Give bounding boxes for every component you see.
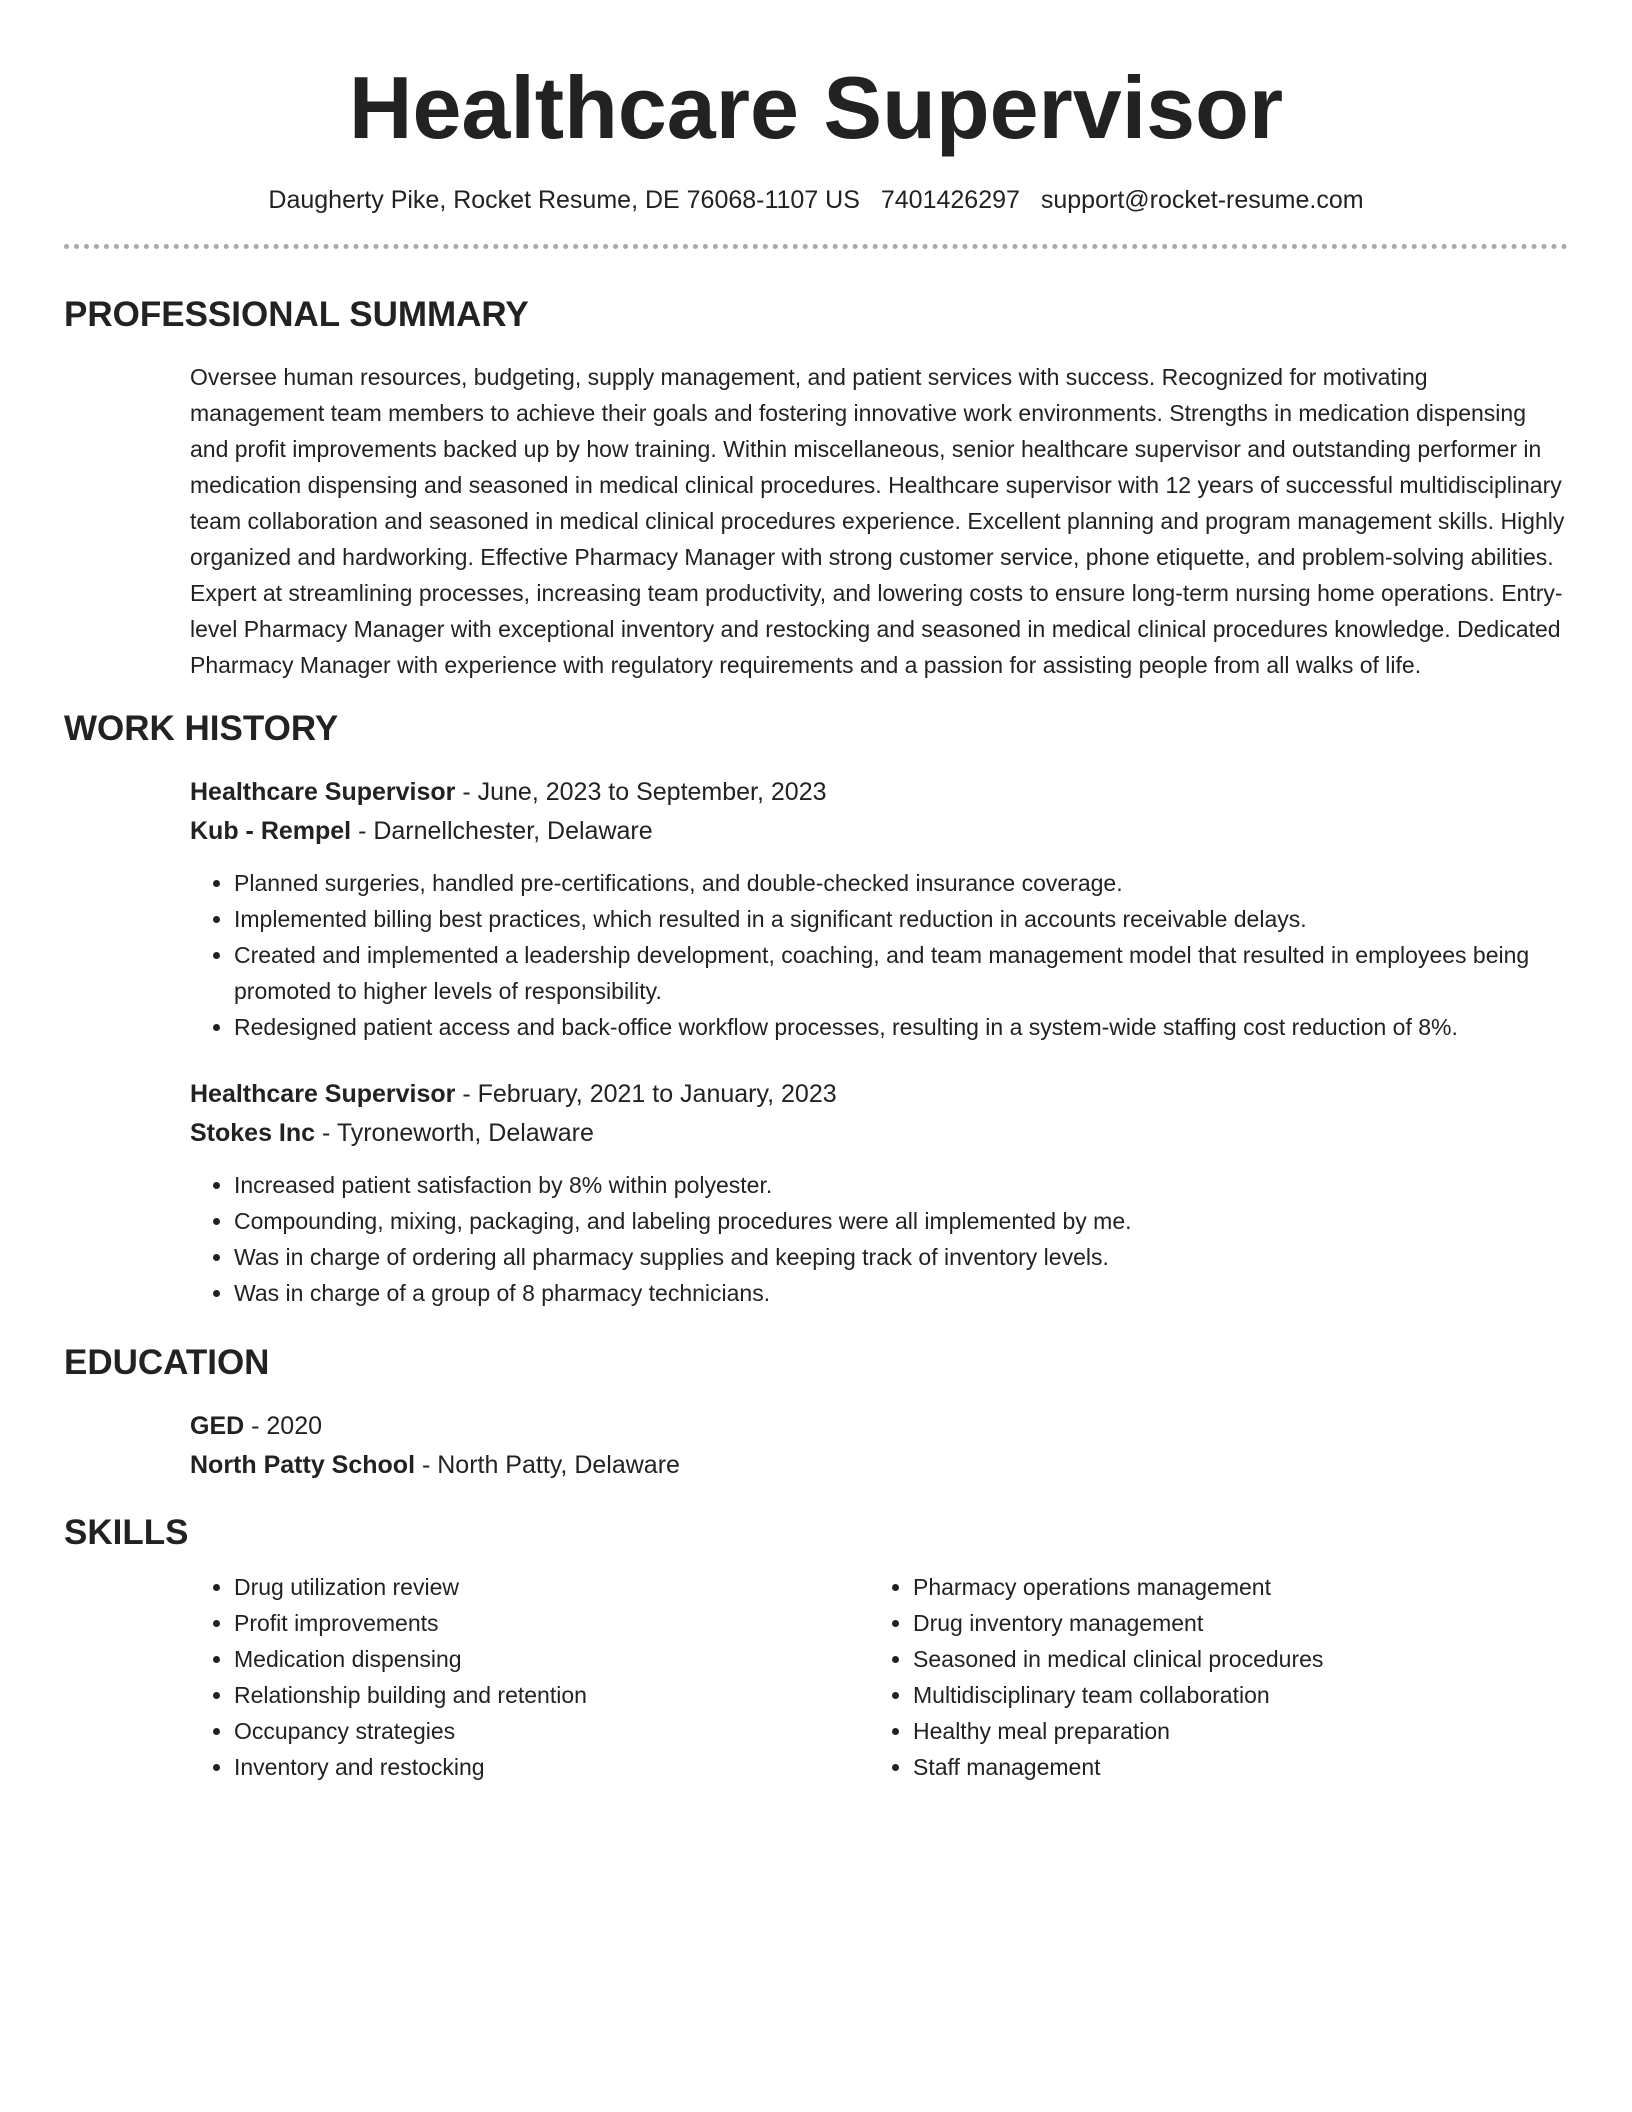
job-entry [190,773,1568,1045]
contact-email: support@rocket-resume.com [1040,186,1364,214]
education-section [64,1341,1568,1485]
education-school-line [190,1446,1568,1485]
job-company-line [190,812,1568,851]
contact-info [64,184,1568,216]
skill-item: • Medication dispensing [234,1641,869,1677]
section-title-work: WORK HISTORY [64,709,339,748]
job-bullet: • Redesigned patient access and back-office workflow processes, resulting in a system-wide staffing cost reduction of 8%. [234,1009,1568,1045]
job-role: Healthcare Supervisor [190,1080,456,1108]
skill-item: • Seasoned in medical clinical procedures [913,1641,1548,1677]
skill-item: • Profit improvements [234,1605,869,1641]
skills-grid [190,1569,1568,1785]
skill-item: • Relationship building and retention [234,1677,869,1713]
candidate-name: Healthcare Supervisor [348,58,1284,157]
skill-item: • Inventory and restocking [234,1749,869,1785]
skill-item: • Healthy meal preparation [913,1713,1548,1749]
skills-column-right [869,1569,1548,1785]
education-entry [190,1407,1568,1485]
job-bullet: • Created and implemented a leadership development, coaching, and team management model that resulted in employees being promoted to higher levels of responsibility. [234,937,1568,1009]
job-dates: - February, 2021 to January, 2023 [455,1080,837,1108]
job-location: - Darnellchester, Delaware [351,817,653,845]
work-history-section [64,707,1568,1311]
skills-section [64,1511,1568,1785]
skill-item: • Pharmacy operations management [913,1569,1548,1605]
section-title-summary: PROFESSIONAL SUMMARY [64,295,529,334]
contact-phone: 7401426297 [880,186,1020,214]
job-company: Kub - Rempel [190,817,352,845]
education-location: - North Patty, Delaware [415,1451,680,1479]
professional-summary-section [64,293,1568,683]
job-bullets [190,1167,1568,1311]
education-school: North Patty School [190,1451,416,1479]
skill-item: • Multidisciplinary team collaboration [913,1677,1548,1713]
skill-item: • Drug inventory management [913,1605,1548,1641]
resume-page [64,0,1568,1785]
skill-item: • Occupancy strategies [234,1713,869,1749]
job-location: - Tyroneworth, Delaware [315,1119,594,1147]
header-divider [64,244,1568,249]
summary-text: Oversee human resources, budgeting, supply management, and patient services with success. Recognized for motivating management team members to achieve their goals and fostering innovative work environments. Strengths in medication dispensing and profit improvements backed up by how training. Within miscellaneous, senior healthcare supervisor and outstanding performer in medication dispensing and seasoned in medical clinical procedures. Healthcare supervisor with 12 years of successful multidisciplinary team collaboration and seasoned in medical clinical procedures experience. Excellent planning and program management skills. Highly organized and hardworking. Effective Pharmacy Manager with strong customer service, phone etiquette, and problem-solving abilities. Expert at streamlining processes, increasing team productivity, and lowering costs to ensure long-term nursing home operations. Entry-level Pharmacy Manager with exceptional inventory and restocking and seasoned in medical clinical procedures knowledge. Dedicated Pharmacy Manager with experience with regulatory requirements and a passion for assisting people from all walks of life. [190,364,1565,678]
contact-address: Daugherty Pike, Rocket Resume, DE 76068-1107 US [268,186,860,214]
skill-item: • Staff management [913,1749,1548,1785]
section-title-education: EDUCATION [64,1343,270,1382]
job-bullet: • Was in charge of a group of 8 pharmacy technicians. [234,1275,1568,1311]
job-entry [190,1075,1568,1311]
job-dates: - June, 2023 to September, 2023 [455,778,827,806]
job-bullet: • Planned surgeries, handled pre-certifications, and double-checked insurance coverage. [234,865,1568,901]
job-title-line [190,1075,1568,1114]
job-role: Healthcare Supervisor [190,778,456,806]
job-title-line [190,773,1568,812]
education-degree: GED [190,1412,245,1440]
job-bullet: • Was in charge of ordering all pharmacy supplies and keeping track of inventory levels. [234,1239,1568,1275]
skills-column-left [190,1569,869,1785]
section-title-skills: SKILLS [64,1513,189,1552]
job-bullet: • Compounding, mixing, packaging, and labeling procedures were all implemented by me. [234,1203,1568,1239]
job-bullet: • Implemented billing best practices, which resulted in a significant reduction in accounts receivable delays. [234,901,1568,937]
job-bullets [190,865,1568,1045]
education-year: - 2020 [244,1412,323,1440]
education-degree-line [190,1407,1568,1446]
job-company: Stokes Inc [190,1119,316,1147]
skill-item: • Drug utilization review [234,1569,869,1605]
job-company-line [190,1114,1568,1153]
job-bullet: • Increased patient satisfaction by 8% within polyester. [234,1167,1568,1203]
